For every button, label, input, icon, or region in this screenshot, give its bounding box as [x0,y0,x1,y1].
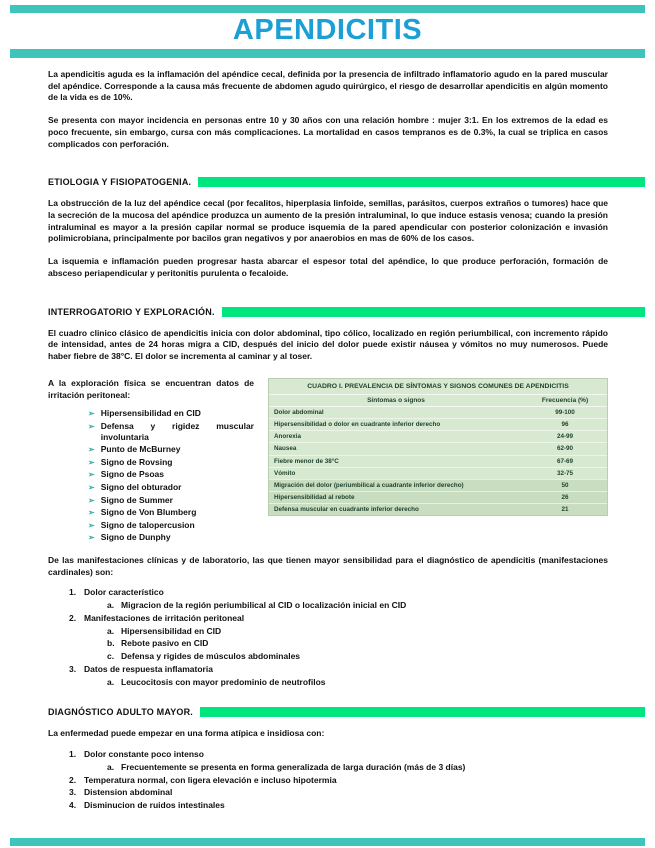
item-letter: b. [107,638,115,649]
item-text: Manifestaciones de irritación peritoneal [84,612,245,623]
arrow-bullet-icon: ➢ [88,483,95,493]
list-item [69,612,608,625]
item-text: Temperatura normal, con ligera elevación e incluso hipotermia [84,774,337,785]
signo-label: Signo del obturador [100,482,182,493]
signo-label: Defensa y rigidez muscular involuntaria [100,420,254,443]
section-header-etiologia [48,177,608,187]
signos-bullet-list [88,408,254,544]
list-subitem [107,761,608,774]
section-header-interrogatorio [48,307,608,317]
signo-label: Signo de talopercusion [100,519,195,530]
item-number: 4. [69,800,77,811]
cell-sintoma: Vómito [274,469,296,477]
table-row [269,430,607,442]
item-text: Distension abdominal [84,787,173,798]
list-item [69,663,608,676]
section-heading-interrogatorio: INTERROGATORIO Y EXPLORACIÓN. [48,306,215,317]
section-heading-diagnostico: DIAGNÓSTICO ADULTO MAYOR. [48,707,194,718]
signo-label: Signo de Von Blumberg [100,507,197,518]
item-text: Dolor característico [84,587,164,598]
table-header-row [269,395,607,407]
item-text: Leucocitosis con mayor predominio de neutrofilos [121,676,326,687]
manifestaciones-list [48,586,608,688]
signo-label: Punto de McBurney [100,444,181,455]
cell-frecuencia: 99-100 [555,409,575,417]
cell-frecuencia: 62-90 [556,445,574,453]
signo-label: Signo de Summer [100,494,173,505]
cell-sintoma: Anorexia [274,433,301,441]
exploracion-intro: A la exploración física se encuentran datos de irritación peritoneal: [48,377,254,400]
page-title: APENDICITIS [232,14,423,46]
list-item [69,786,608,799]
item-letter: a. [107,761,115,772]
bottom-accent-bar [10,838,645,846]
signo-label: Signo de Psoas [100,469,164,480]
exploracion-column [48,378,254,544]
item-number: 3. [69,663,77,674]
green-highlight-bar [222,307,645,317]
table-row [269,479,607,491]
item-number: 1. [69,749,77,760]
table-body [269,407,607,515]
list-subitem [107,637,608,650]
item-text: Defensa y rigides de músculos abdominales [121,651,301,662]
list-subitem [107,676,608,689]
list-item [88,444,254,456]
item-letter: a. [107,600,115,611]
list-subitem [107,650,608,663]
cell-frecuencia: 67-69 [556,457,574,465]
signo-label: Signo de Dunphy [100,532,171,543]
cell-sintoma: Defensa muscular en cuadrante inferior derecho [274,506,419,514]
arrow-bullet-icon: ➢ [88,421,95,431]
item-text: Disminucion de ruidos intestinales [84,800,225,811]
list-item [88,482,254,494]
item-number: 2. [69,774,77,785]
column-header-sintomas: Síntomas o signos [367,396,425,404]
cell-sintoma: Migración del dolor (periumbilical a cuadrante inferior derecho) [274,481,464,489]
table-row [269,442,607,454]
cell-frecuencia: 24-99 [556,433,574,441]
list-item [88,408,254,420]
list-item [88,495,254,507]
item-text: Hipersensibilidad en CID [121,625,222,636]
arrow-bullet-icon: ➢ [88,520,95,530]
arrow-bullet-icon: ➢ [88,495,95,505]
etiologia-paragraph-1: La obstrucción de la luz del apéndice cecal (por fecalitos, hiperplasia linfoide, semillas, parásitos, cuerpos extraños o tumores) hace que la secreción de la mucosa del apéndice produzca un aumento de la presión intraluminal, lo que induce estasis venosa; cuando la presión intraluminal es mayor a la presión capilar normal se produce isquemia de la pared apendicular con posterior colonización e invasión polimicrobiana, principalmente por bacilos gran negativos y por anaerobios en mas de 60% de los casos. [48,198,608,244]
cell-frecuencia: 21 [561,506,569,514]
interrogatorio-paragraph: El cuadro clinico clásico de apendicitis inicia con dolor abdominal, tipo cólico, localizado en región periumbilical, con incremento rápido de intensidad, antes de 24 horas migra a CID, después del inicio del dolor puede existir náusea y vómitos no muy numerosos. Puede haber fiebre de 38°C. El dolor se incrementa al caminar y al toser. [48,327,608,362]
diagnostico-paragraph: La enfermedad puede empezar en una forma atípica e insidiosa con: [48,728,325,739]
table-row [269,503,607,515]
arrow-bullet-icon: ➢ [88,508,95,518]
exploracion-and-table-row [48,378,608,544]
table-row [269,491,607,503]
list-item [88,520,254,532]
arrow-bullet-icon: ➢ [88,457,95,467]
document-body [0,69,655,812]
list-item [88,469,254,481]
item-number: 3. [69,787,77,798]
signo-label: Hipersensibilidad en CID [100,408,201,419]
cell-frecuencia: 32-75 [556,469,574,477]
section-heading-etiologia: ETIOLOGIA Y FISIOPATOGENIA. [48,177,192,188]
item-text: Frecuentemente se presenta en forma generalizada de larga duración (más de 3 días) [121,761,466,772]
intro-paragraph-1: La apendicitis aguda es la inflamación del apéndice cecal, definida por la presencia de infiltrado inflamatorio agudo en la pared muscular del apéndice. Corresponde a la causa más frecuente de abdomen agudo quirúrgico, el riesgo de desarrollar apendicitis en algún momento de la vida es de 10%. [48,69,608,103]
cell-frecuencia: 96 [561,421,569,429]
list-item [88,532,254,544]
item-text: Datos de respuesta inflamatoria [84,663,213,674]
arrow-bullet-icon: ➢ [88,470,95,480]
list-item [69,748,608,761]
green-highlight-bar [198,177,645,187]
table-row [269,418,607,430]
item-letter: a. [107,625,115,636]
item-text: Rebote pasivo en CID [121,638,209,649]
table-row [269,407,607,418]
cell-sintoma: Fiebre menor de 38°C [274,457,339,465]
top-accent-bar [10,5,645,13]
signo-label: Signo de Rovsing [100,456,173,467]
list-subitem [107,625,608,638]
table-row [269,455,607,467]
cell-sintoma: Dolor abdominal [274,409,324,417]
item-number: 1. [69,587,77,598]
list-item [69,799,608,812]
arrow-bullet-icon: ➢ [88,533,95,543]
arrow-bullet-icon: ➢ [88,409,95,419]
section-header-diagnostico [48,707,608,717]
list-item [69,774,608,787]
cell-sintoma: Nausea [274,445,297,453]
list-item [69,586,608,599]
cell-frecuencia: 50 [561,481,569,489]
green-highlight-bar [200,707,645,717]
item-letter: a. [107,676,115,687]
list-item [88,421,254,443]
prevalencia-table [268,378,608,516]
etiologia-paragraph-2: La isquemia e inflamación pueden progresar hasta abarcar el espesor total del apéndice, lo que produce perforación, formación de absceso periapendicular y peritonitis purulenta o fecaloide. [48,256,608,278]
cell-sintoma: Hipersensibilidad al rebote [274,493,355,501]
item-number: 2. [69,612,77,623]
arrow-bullet-icon: ➢ [88,445,95,455]
list-item [88,507,254,519]
table-title: CUADRO I. PREVALENCIA DE SÍNTOMAS Y SIGNOS COMUNES DE APENDICITIS [269,379,607,395]
manifestaciones-paragraph: De las manifestaciones clínicas y de laboratorio, las que tienen mayor sensibilidad para el diagnóstico de apendicitis (manifestaciones cardinales) son: [48,555,608,577]
title-underline-bar [10,49,645,58]
column-header-frecuencia: Frecuencia (%) [541,396,589,404]
cell-sintoma: Hipersensibilidad o dolor en cuadrante inferior derecho [274,421,441,429]
intro-paragraph-2: Se presenta con mayor incidencia en personas entre 10 y 30 años con una relación hombre : mujer 3:1. En los extremos de la edad es poco frecuente, sin embargo, cursa con más complicaciones. La mortalidad en casos tempranos es de 0.3%, la cual se triplica en casos complicados con perforación. [48,115,608,149]
list-subitem [107,599,608,612]
list-item [88,457,254,469]
diagnostico-list [48,748,608,812]
item-letter: c. [107,651,115,662]
item-text: Migracion de la región periumbilical al CID o localización inicial en CID [121,600,407,611]
table-row [269,467,607,479]
item-text: Dolor constante poco intenso [84,749,204,760]
cell-frecuencia: 26 [561,493,569,501]
